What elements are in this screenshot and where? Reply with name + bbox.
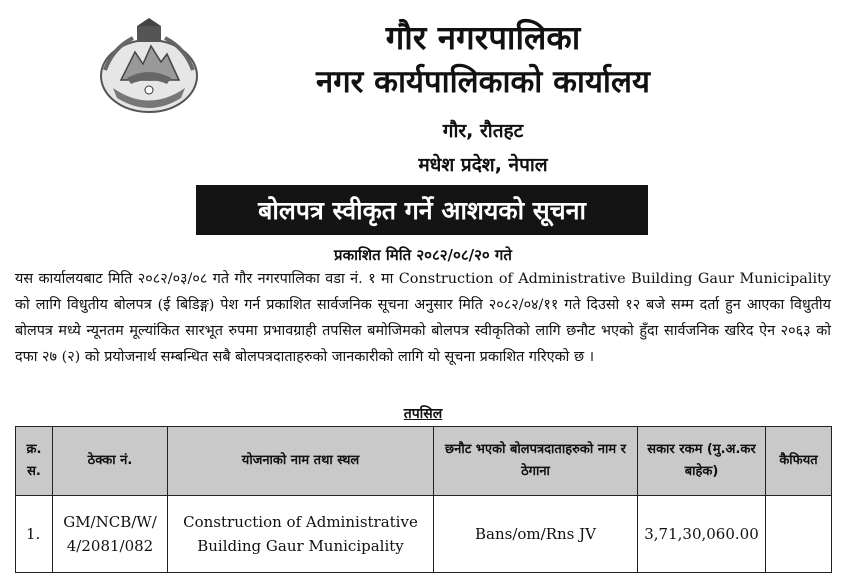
municipality-name: गौर नगरपालिका bbox=[385, 18, 581, 57]
tender-table bbox=[15, 426, 832, 573]
cell-contract-no: GM/NCB/W/ 4/2081/082 bbox=[53, 496, 168, 573]
cell-project-name: Construction of Administrative Building Gaur Municipality bbox=[168, 496, 434, 573]
header-contract-no: ठेक्का नं. bbox=[53, 427, 168, 496]
notice-body-text: यस कार्यालयबाट मिति २०८२/०३/०८ गते गौर नगरपालिका वडा नं. १ मा Construction of Administrative Building Gaur Municipality को लागि विधुतीय बोलपत्र (ई बिडिङ्ग) पेश गर्न प्रकाशित सार्वजनिक सूचना अनुसार मिति २०८२/०४/११ गते दिउसो १२ बजे सम्म दर्ता हुन आएका विधुतीय बोलपत्र मध्ये न्यूनतम मूल्यांकित सारभूत रुपमा प्रभावग्राही तपसिल बमोजिमको बोलपत्र स्वीकृतिको लागि छनौट भएको हुँदा सार्वजनिक खरिद ऐन २०६३ को दफा २७ (२) को प्रयोजनार्थ सम्बन्धित सबै बोलपत्रदाताहरुको जानकारीको लागि यो सूचना प्रकाशित गरिएको छ । bbox=[15, 271, 831, 365]
table-header-row bbox=[16, 427, 832, 496]
cell-serial: 1. bbox=[16, 496, 53, 573]
publish-date: प्रकाशित मिति २०८२/०८/२० गते bbox=[334, 246, 512, 264]
header-amount: सकार रकम (मु.अ.कर बाहेक) bbox=[638, 427, 766, 496]
cell-remarks bbox=[766, 496, 832, 573]
table-row bbox=[16, 496, 832, 573]
cell-amount: 3,71,30,060.00 bbox=[638, 496, 766, 573]
notice-title: बोलपत्र स्वीकृत गर्ने आशयको सूचना bbox=[258, 196, 586, 225]
header-remarks: कैफियत bbox=[766, 427, 832, 496]
address-line-2: मधेश प्रदेश, नेपाल bbox=[418, 154, 548, 176]
table-title: तपसिल bbox=[403, 406, 443, 422]
header-bidder: छनौट भएको बोलपत्रदाताहरुको नाम र ठेगाना bbox=[434, 427, 638, 496]
header-serial: क्र. स. bbox=[16, 427, 53, 496]
cell-bidder: Bans/om/Rns JV bbox=[434, 496, 638, 573]
address-line-1: गौर, रौतहट bbox=[442, 120, 524, 142]
notice-title-banner bbox=[196, 185, 648, 235]
header-project-name: योजनाको नाम तथा स्थल bbox=[168, 427, 434, 496]
office-name: नगर कार्यपालिकाको कार्यालय bbox=[316, 64, 650, 100]
